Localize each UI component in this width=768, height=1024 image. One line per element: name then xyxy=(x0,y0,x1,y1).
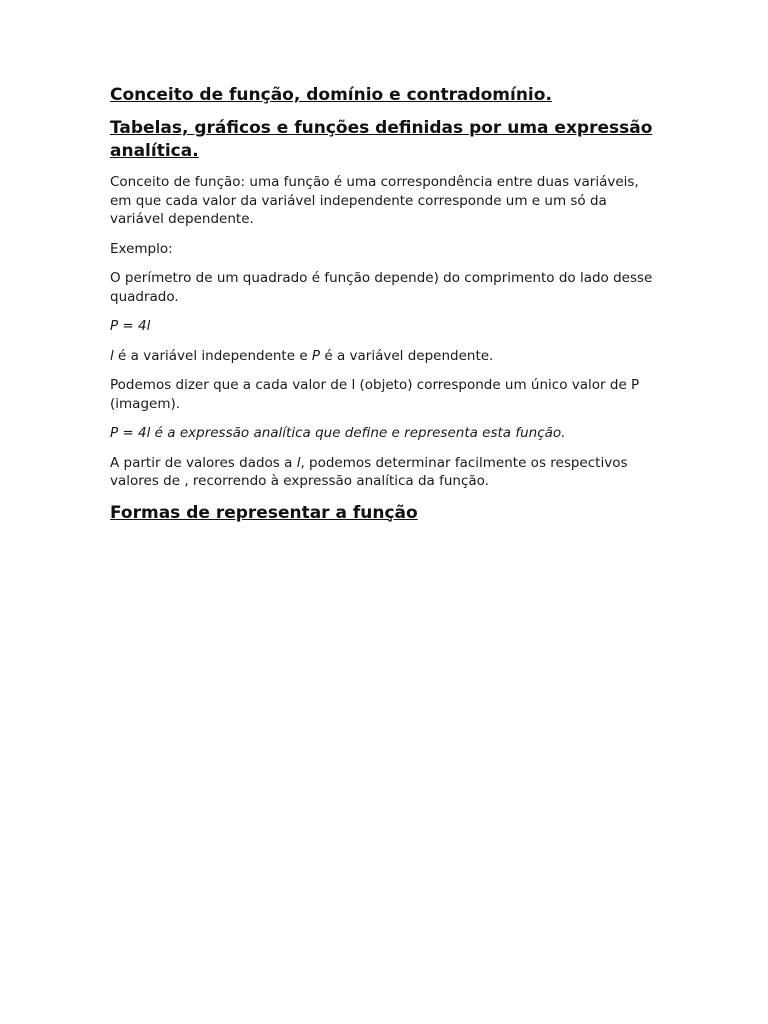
object-image-paragraph: Podemos dizer que a cada valor de l (objeto) corresponde um único valor de P (imagem). xyxy=(110,377,640,412)
concept-paragraph: Conceito de função: uma função é uma correspondência entre duas variáveis, em que cada valor da variável independente corresponde um e um só da variável dependente. xyxy=(110,174,639,227)
variables-text-1: é a variável independente e xyxy=(113,347,312,364)
sub-heading: Tabelas, gráficos e funções definidas por uma expressão analítica. xyxy=(110,118,653,161)
variable-p: P xyxy=(311,347,321,364)
formula-line: P = 4l xyxy=(110,318,151,334)
values-variable-l: l xyxy=(296,454,301,471)
perimeter-paragraph: O perímetro de um quadrado é função depende) do comprimento do lado desse quadrado. xyxy=(110,270,653,305)
variable-l: l xyxy=(110,347,114,364)
values-text-2: , podemos determinar facilmente os respectivos valores de , recorrendo à expressão analítica da função. xyxy=(110,454,628,489)
analytic-expression-paragraph: P = 4l é a expressão analítica que define e representa esta função. xyxy=(110,425,566,441)
example-label: Exemplo: xyxy=(110,240,173,257)
values-text-1: A partir de valores dados a xyxy=(110,454,297,471)
main-heading: Conceito de função, domínio e contradomínio. xyxy=(110,85,552,105)
variables-paragraph xyxy=(110,347,658,366)
values-paragraph xyxy=(110,454,658,491)
section-heading-forms: Formas de representar a função xyxy=(110,502,418,523)
variables-text-2: é a variável dependente. xyxy=(320,347,494,364)
